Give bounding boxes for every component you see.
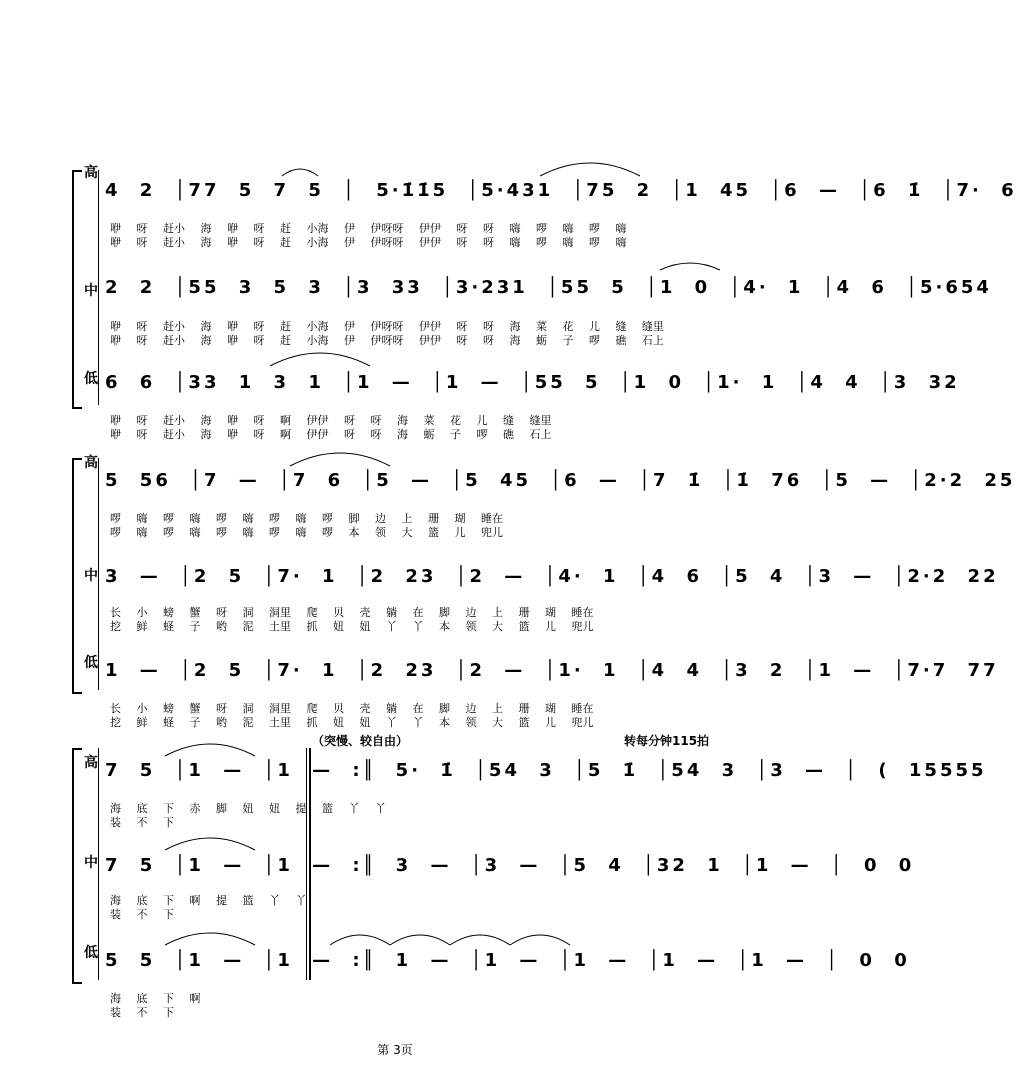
slur [165,744,255,756]
staff-low-lyrics-1: 海 底 下 啊 [110,992,201,1005]
staff-mid-lyrics-2: 挖 鲜 蛏 子 哟 泥 土里 抓 妞 妞 丫 丫 本 领 大 篮 儿 兜儿 [110,620,594,633]
staff-low-notes: 6 6 │33 1 3 1 │1 — │1 — │55 5 │1 0 │1· 1 │4 4 │3 32 [105,372,960,393]
staff-mid-lyrics-1: 海 底 下 啊 提 篮 丫 丫 [110,894,307,907]
tempo-marking-115: 转每分钟115拍 [624,734,710,748]
staff-mid-lyrics-1: 长 小 螃 蟹 呀 洞 洞里 爬 贝 壳 躺 在 脚 边 上 珊 瑚 睡在 [110,606,594,619]
page-number: 第 3页 [377,1043,413,1057]
staff-low-lyrics-1: 长 小 螃 蟹 呀 洞 洞里 爬 贝 壳 躺 在 脚 边 上 珊 瑚 睡在 [110,702,594,715]
staff-high-lyrics-1: 海 底 下 赤 脚 妞 妞 提 篮 丫 丫 [110,802,386,815]
staff-high-lyrics-2: 啰 嗨 啰 嗨 啰 嗨 啰 嗨 啰 本 领 大 篮 儿 兜儿 [110,526,503,539]
staff-low-notes: 1 — │2 5 │7· 1 │2 23 │2 — │1· 1 │4 4 │3 2 │1 — │7·7 77 [105,660,999,681]
staff-mid-notes: 2 2 │55 3 5 3 │3 33 │3·231 │55 5 │1 0 │4· 1 │4 6 │5·654 [105,277,992,298]
slur [450,935,510,945]
staff-high-lyrics-1: 啰 嗨 啰 嗨 啰 嗨 啰 嗨 啰 脚 边 上 珊 瑚 睡在 [110,512,503,525]
tempo-marking-slow: （突慢、较自由） [312,734,409,748]
staff-high-notes: 7 5 │1 — │1 — :║ 5· 1̇ │54 3 │5 1̇ │54 3 │3 — │ ( 15555 [105,760,987,781]
slur [165,933,255,945]
slur [540,163,640,176]
slur [165,838,255,850]
part-label-mid: 中 [84,855,98,871]
staff-low-notes: 5 5 │1 — │1 — :║ 1 — │1 — │1 — │1 — │1 — │ 0 0 [105,950,910,971]
staff-low-lyrics-1: 咿 呀 赶小 海 咿 呀 啊 伊伊 呀 呀 海 菜 花 儿 缝 缝里 [110,414,552,427]
staff-high-lyrics-2: 装 不 下 [110,816,174,829]
slur [290,453,390,466]
staff-high-notes: 5 56 │7 — │7 6 │5 — │5 45 │6 — │7 1̇ │1̇ 76 │5 — │2·2 25 [105,470,1016,491]
staff-high-lyrics-1: 咿 呀 赶小 海 咿 呀 赶 小海 伊 伊呀呀 伊伊 呀 呀 嗨 啰 嗨 啰 嗨 [110,222,627,235]
part-label-low: 低 [84,655,98,671]
staff-mid-lyrics-2: 咿 呀 赶小 海 咿 呀 赶 小海 伊 伊呀呀 伊伊 呀 呀 海 蛎 子 啰 礁 石上 [110,334,664,347]
part-label-mid: 中 [84,568,98,584]
slur [270,353,370,366]
staff-mid-lyrics-1: 咿 呀 赶小 海 咿 呀 赶 小海 伊 伊呀呀 伊伊 呀 呀 海 菜 花 儿 缝 缝里 [110,320,664,333]
staff-low-lyrics-2: 咿 呀 赶小 海 咿 呀 啊 伊伊 呀 呀 海 蛎 子 啰 礁 石上 [110,428,552,441]
slur [510,935,570,945]
slur [282,169,318,176]
slur [330,935,390,945]
part-label-mid: 中 [84,283,98,299]
part-label-high: 高 [84,455,98,471]
staff-low-lyrics-2: 挖 鲜 蛏 子 哟 泥 土里 抓 妞 妞 丫 丫 本 领 大 篮 儿 兜儿 [110,716,594,729]
part-label-low: 低 [84,945,98,961]
part-label-low: 低 [84,371,98,387]
part-label-high: 高 [84,755,98,771]
staff-mid-lyrics-2: 装 不 下 [110,908,174,921]
part-label-high: 高 [84,165,98,181]
staff-mid-notes: 7 5 │1 — │1 — :║ 3 — │3 — │5 4 │32 1 │1 — │ 0 0 [105,855,915,876]
staff-high-notes: 4 2 │77 5 7 5 │ 5·1̇1̇5 │5·431 │75 2 │1 45 │6 — │6 1̇ │7· 6 [105,180,1017,201]
staff-mid-notes: 3 — │2 5 │7· 1 │2 23 │2 — │4· 1 │4 6 │5 4 │3 — │2·2 22 [105,566,999,587]
staff-high-lyrics-2: 咿 呀 赶小 海 咿 呀 赶 小海 伊 伊呀呀 伊伊 呀 呀 嗨 啰 嗨 啰 嗨 [110,236,627,249]
slur [390,935,450,945]
slur [660,263,720,270]
staff-low-lyrics-2: 装 不 下 [110,1006,174,1019]
